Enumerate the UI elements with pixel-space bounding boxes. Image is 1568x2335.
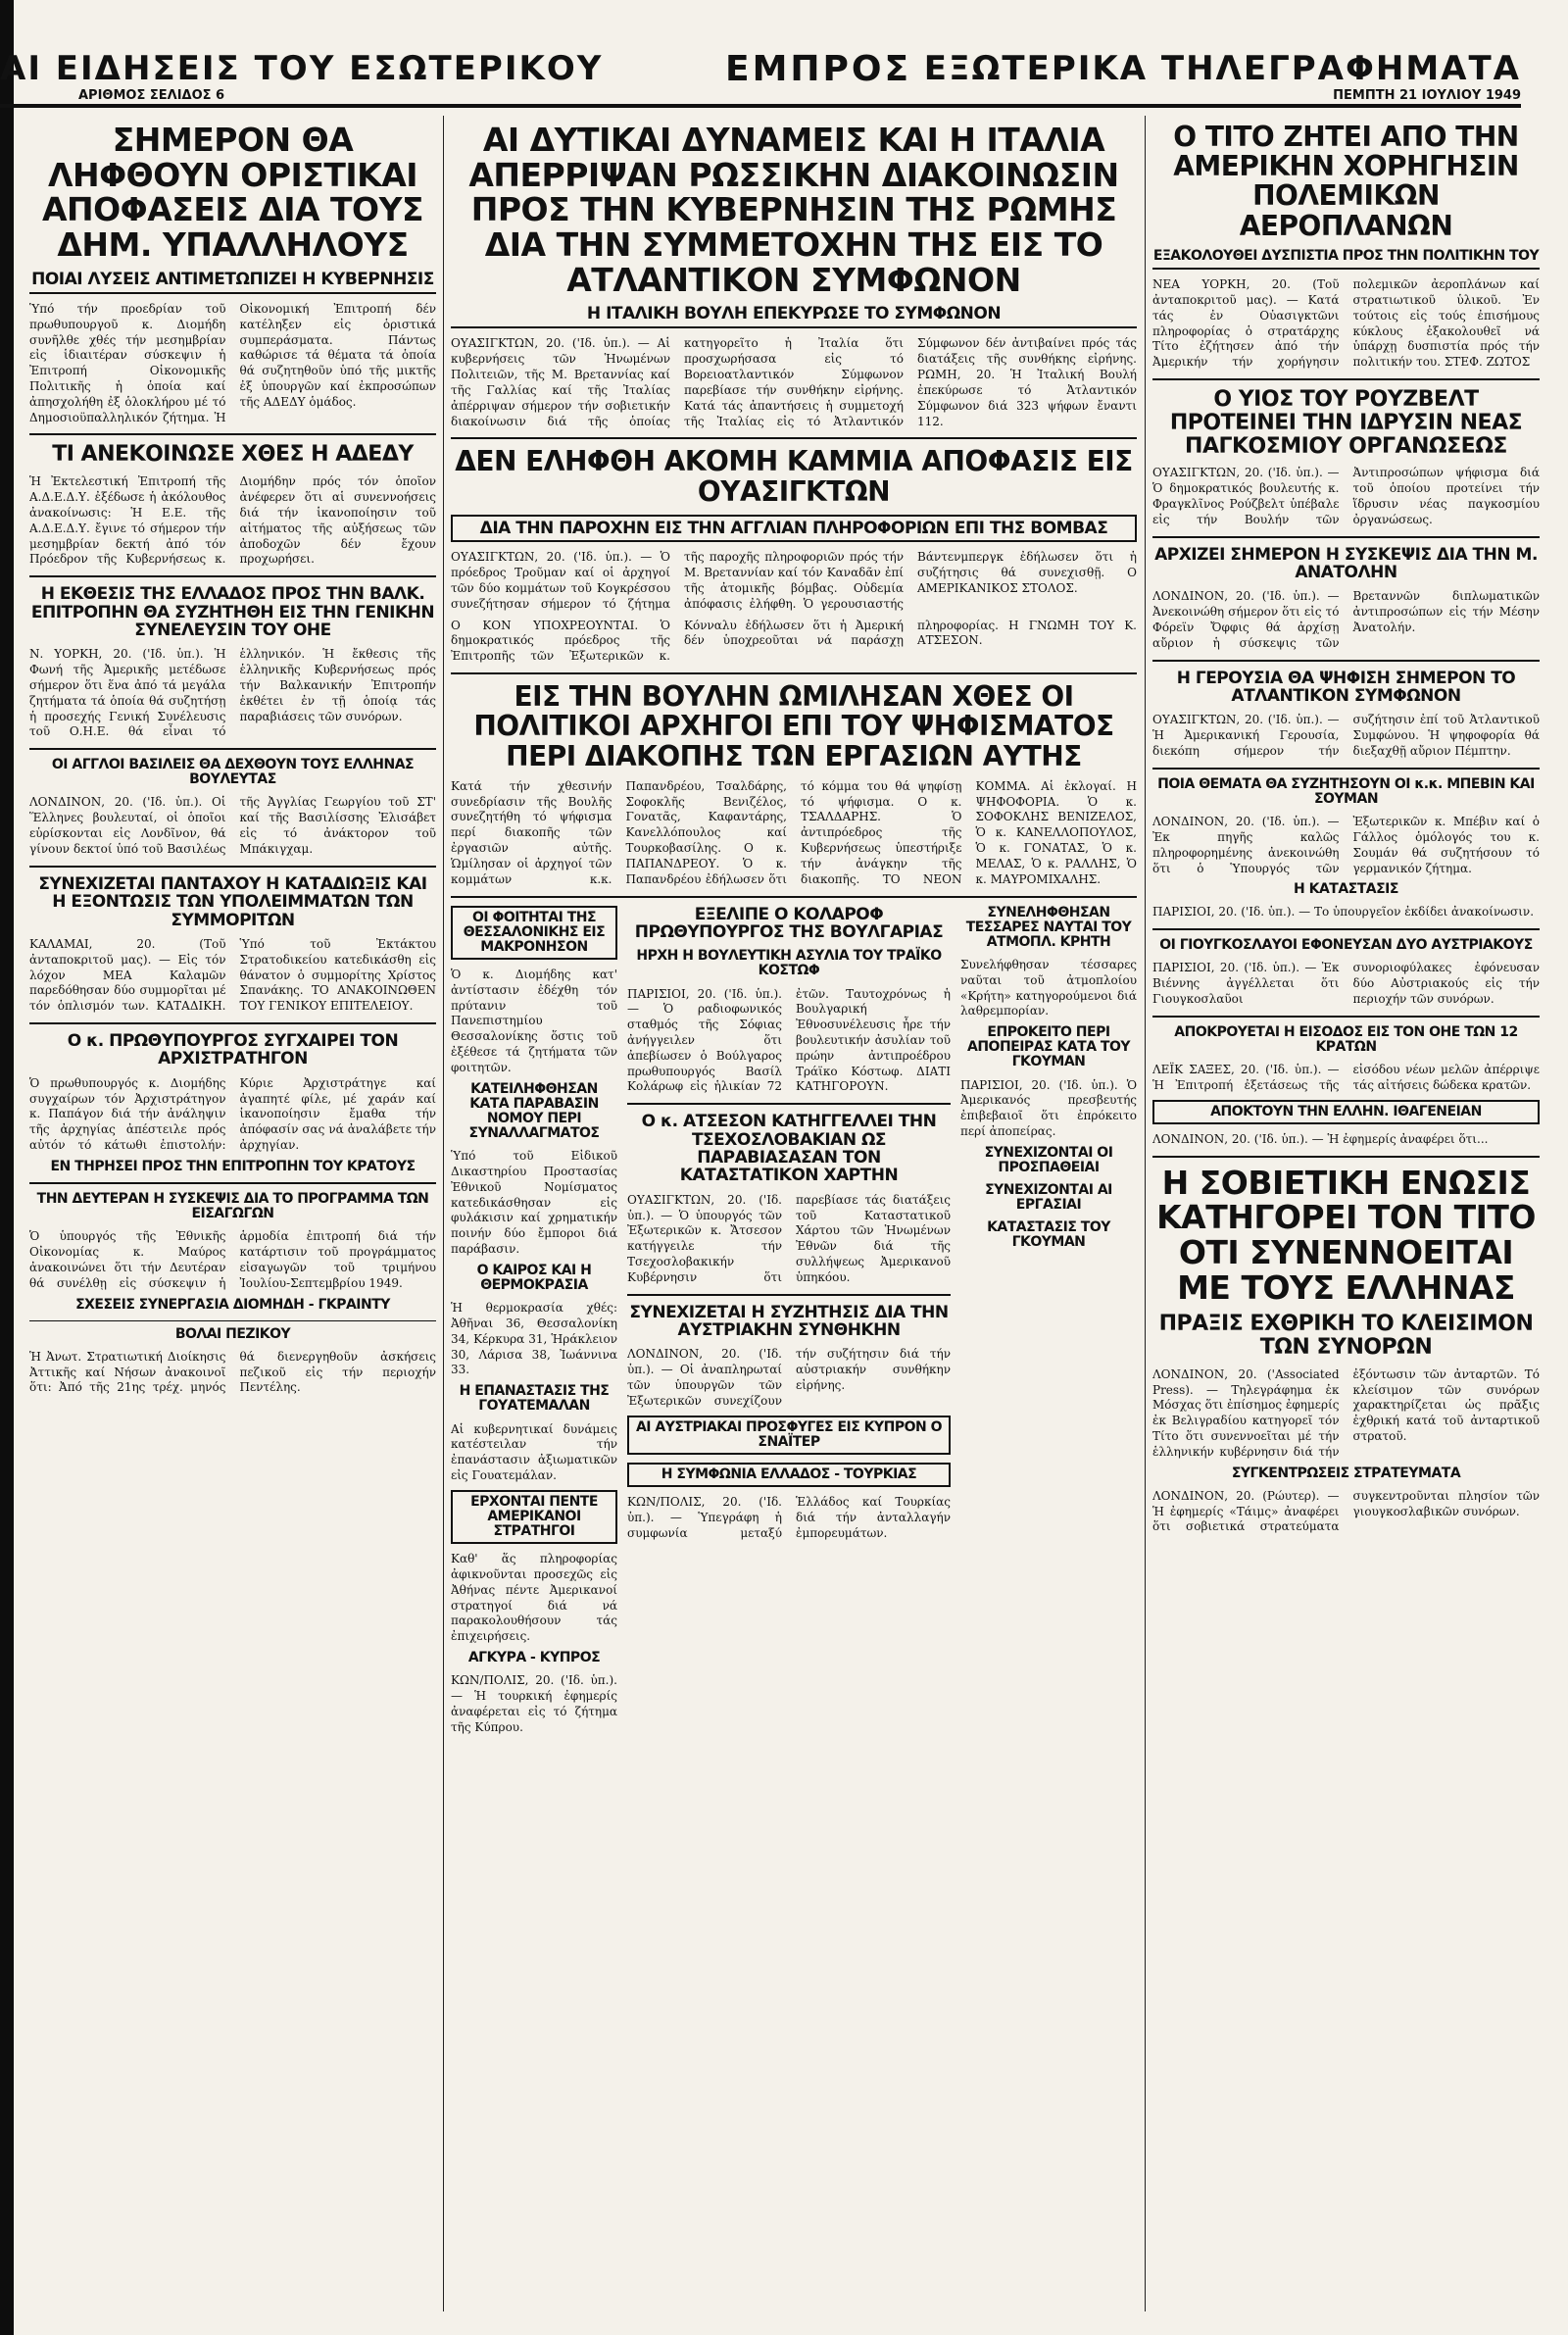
divider [451, 437, 1137, 439]
article-body: Ὑπό τήν προεδρίαν τοῦ πρωθυπουργοῦ κ. Διομήδη συνῆλθε χθές τήν μεσημβρίαν εἰς ἱδιαιτέραν σύσκεψιν ἡ Ἐπιτροπή Οἰκονομικῆς Πολιτικῆς ἡ ὁποία καί ἀπησχολήθη ἐξ ὁλοκλήρου μέ τό Δημοσιοϋπαλληλικόν ζήτημα. Ἡ Οἰκονομική Ἐπιτροπή δέν κατέληξεν εἰς ὁριστικά συμπεράσματα. Πάντως καθώρισε τά θέματα τά ὁποία θά συζητηθοῦν ὑπό τῆς μικτῆς ἐξ ὑπουργῶν καί ἐκπροσώπων τῆς ΑΔΕΔΥ ὁμάδος. [29, 301, 436, 424]
article-body: ΚΩΝ/ΠΟΛΙΣ, 20. ('Ιδ. ὑπ.). — Ὑπεγράφη ἡ συμφωνία μεταξύ Ἑλλάδος καί Τουρκίας διά τήν ἀνταλλαγήν ἐμπορευμάτων. [627, 1495, 951, 1540]
divider [29, 866, 436, 868]
column-students [451, 906, 617, 1742]
article-body: ΚΑΛΑΜΑΙ, 20. (Τοῦ ἀνταποκριτοῦ μας). — Εἰς τόν λόχον ΜΕΑ Καλαμῶν παρεδόθησαν δύο συμμορῖται μέ τόν ὁπλισμόν των. ΚΑΤΑΔΙΚΗ. Ὑπό τοῦ Ἐκτάκτου Στρατοδικείου κατεδικάσθη εἰς θάνατον ὁ συμμορίτης Χρίστος Σπανάκης. ΤΟ ΑΝΑΚΟΙΝΩΘΕΝ ΤΟΥ ΓΕΝΙΚΟΥ ΕΠΙΤΕΛΕΙΟΥ. [29, 936, 436, 1014]
divider [29, 433, 436, 435]
article-body: Κατά τήν χθεσινήν συνεδρίασιν τῆς Βουλῆς συνεζητήθη τό ψήφισμα περί διακοπῆς τῶν ἐργασιῶν αὐτῆς. Ὡμίλησαν οἱ ἀρχηγοί τῶν κομμάτων κ.κ. Παπανδρέου, Τσαλδάρης, Σοφοκλῆς Βενιζέλος, Γονατᾶς, Καφαντάρης, Κανελλόπουλος καί Τουρκοβασίλης. Ο κ. ΠΑΠΑΝΔΡΕΟΥ. Ὁ κ. Παπανδρέου ἐδήλωσεν ὅτι τό κόμμα του θά ψηφίσῃ τό ψήφισμα. Ο κ. ΤΣΑΛΔΑΡΗΣ. Ὁ ἀντιπρόεδρος τῆς Κυβερνήσεως ὑπεστήριξε τήν ἀνάγκην τῆς διακοπῆς. ΤΟ ΝΕΟΝ ΚΟΜΜΑ. Αἱ ἐκλογαί. Η ΨΗΦΟΦΟΡΙΑ. Ὁ κ. ΣΟΦΟΚΛΗΣ ΒΕΝΙΖΕΛΟΣ, Ὁ κ. ΚΑΝΕΛΛΟΠΟΥΛΟΣ, Ὁ κ. ΓΟΝΑΤΑΣ, Ὁ κ. ΜΕΛΑΣ, Ὁ κ. ΡΑΛΛΗΣ, Ὁ κ. ΜΑΥΡΟΜΙΧΑΛΗΣ. [451, 778, 1137, 886]
headline-no-decision: ΔΕΝ ΕΛΗΦΘΗ ΑΚΟΜΗ ΚΑΜΜΙΑ ΑΠΟΦΑΣΙΣ ΕΙΣ ΟΥΑΣΙΓΚΤΩΝ [455, 445, 1133, 508]
headline-bevin-schuman: ΠΟΙΑ ΘΕΜΑΤΑ ΘΑ ΣΥΖΗΤΗΣΟΥΝ ΟΙ κ.κ. ΜΠΕΒΙΝ ΚΑΙ ΣΟΥΜΑΝ [1157, 775, 1535, 807]
headline-efforts: ΣΥΝΕΧΙΖΟΝΤΑΙ ΟΙ ΠΡΟΣΠΑΘΕΙΑΙ [984, 1144, 1113, 1175]
divider [1152, 928, 1540, 930]
article-body: ΛΟΝΔΙΝΟΝ, 20. ('Ιδ. ὑπ.). — Ἐκ πηγῆς καλῶς πληροφορημένης ἀνεκοινώθη ὅτι ὁ Ὑπουργός τῶν Ἐξωτερικῶν κ. Μπέβιν καί ὁ Γάλλος ὁμόλογός του κ. Σουμάν θά συζητήσουν τό γερμανικόν ζήτημα. [1152, 815, 1540, 875]
headline-state-committee: ΕΝ ΤΗΡΗΣΕΙ ΠΡΟΣ ΤΗΝ ΕΠΙΤΡΟΠΗΝ ΤΟΥ ΚΡΑΤΟΥΣ [50, 1158, 416, 1174]
headline-assassination-attempt: ΕΠΡΟΚΕΙΤΟ ΠΕΡΙ ΑΠΟΠΕΙΡΑΣ ΚΑΤΑ ΤΟΥ ΓΚΟΥΜΑΝ [966, 1024, 1130, 1070]
headline-senate: Η ΓΕΡΟΥΣΙΑ ΘΑ ΨΗΦΙΣΗ ΣΗΜΕΡΟΝ ΤΟ ΑΤΛΑΝΤΙΚΟΝ ΣΥΜΦΩΝΟΝ [1176, 668, 1516, 706]
divider [1152, 660, 1540, 662]
headline-greece-turkey: Η ΣΥΜΦΩΝΙΑ ΕΛΛΑΔΟΣ - ΤΟΥΡΚΙΑΣ [627, 1463, 951, 1487]
headline-civil-servants: ΣΗΜΕΡΟΝ ΘΑ ΛΗΦΘΟΥΝ ΟΡΙΣΤΙΚΑΙ ΑΠΟΦΑΣΕΙΣ ΔΙΑ ΤΟΥΣ ΔΗΜ. ΥΠΑΛΛΗΛΟΥΣ [41, 123, 424, 264]
headline-pursuit: ΣΥΝΕΧΙΖΕΤΑΙ ΠΑΝΤΑΧΟΥ Η ΚΑΤΑΔΙΩΞΙΣ ΚΑΙ Η ΕΞΟΝΤΩΣΙΣ ΤΩΝ ΥΠΟΛΕΙΜΜΑΤΩΝ ΤΩΝ ΣΥΜΜΟΡΙΤΩΝ [38, 873, 427, 930]
subheadline: ΗΡΧΗ Η ΒΟΥΛΕΥΤΙΚΗ ΑΣΥΛΙΑ ΤΟΥ ΤΡΑΪΚΟ ΚΟΣΤΩΦ [636, 948, 942, 979]
page-edge-bar [0, 0, 14, 2335]
article-body: Ὁ ὑπουργός τῆς Ἐθνικῆς Οἰκονομίας κ. Μαύρος ἀνακοινώνει ὅτι τήν Δευτέραν θά συνέλθῃ εἰς σύσκεψιν ἡ ἁρμοδία ἐπιτροπή διά τήν κατάρτισιν τοῦ προγράμματος εἰσαγωγῶν τοῦ τριμήνου Ἰουλίου-Σεπτεμβρίου 1949. [29, 1229, 436, 1290]
headline-middle-east: ΑΡΧΙΖΕΙ ΣΗΜΕΡΟΝ Η ΣΥΣΚΕΨΙΣ ΔΙΑ ΤΗΝ Μ. ΑΝΑΤΟΛΗΝ [1154, 544, 1538, 582]
article-body: ΟΥΑΣΙΓΚΤΩΝ, 20. ('Ιδ. ὑπ.). — Ὁ ὑπουργός τῶν Ἐξωτερικῶν κ. Ἄτσεσον κατήγγειλε τήν Τσεχοσλοβακικήν Κυβέρνησιν ὅτι παρεβίασε τάς διατάξεις τοῦ Καταστατικοῦ Χάρτου τῶν Ἡνωμένων Ἐθνῶν διά τῆς συλλήψεως Ἀμερικανοῦ ὑπηκόου. [627, 1192, 951, 1284]
subheadline: ΠΟΙΑΙ ΛΥΣΕΙΣ ΑΝΤΙΜΕΤΩΠΙΖΕΙ Η ΚΥΒΕΡΝΗΣΙΣ [29, 271, 436, 294]
column-bulgaria [627, 906, 951, 1742]
divider [451, 672, 1137, 674]
article-body: ΛΟΝΔΙΝΟΝ, 20. ('Ιδ. ὑπ.). Οἱ Ἕλληνες βουλευταί, οἱ ὁποῖοι εὑρίσκονται εἰς Λονδῖνον, θά γίνουν δεκτοί ὑπό τοῦ Βασιλέως τῆς Ἀγγλίας Γεωργίου τοῦ ΣΤ' καί τῆς Βασιλίσσης Ἐλισάβετ εἰς τό ἀνάκτορον τοῦ Μπάκιγχαμ. [29, 795, 436, 856]
headline-imports: ΤΗΝ ΔΕΥΤΕΡΑΝ Η ΣΥΣΚΕΨΙΣ ΔΙΑ ΤΟ ΠΡΟΓΡΑΜΜΑ ΤΩΝ ΕΙΣΑΓΩΓΩΝ [36, 1190, 429, 1222]
divider [627, 1103, 951, 1105]
article-body: ΟΥΑΣΙΓΚΤΩΝ, 20. ('Ιδ. ὑπ.). — Αἱ κυβερνήσεις τῶν Ἡνωμένων Πολιτειῶν, τῆς Μ. Βρεταννίας καί τῆς Γαλλίας καί τῆς Ἰταλίας ἀπέρριψαν σήμερον τήν σοβιετικήν διακοίνωσιν διά τῆς ὁποίας κατηγορεῖτο ἡ Ἰταλία ὅτι προσχωρήσασα εἰς τό Βορειοατλαντικόν Σύμφωνον παρεβίασε τήν συνθήκην εἰρήνης. Κατά τάς ἀπαντήσεις ἡ συμμετοχή τῆς Ἰταλίας εἰς τό Ἀτλαντικόν Σύμφωνον δέν ἀντιβαίνει πρός τάς διατάξεις τῆς συνθήκης εἰρήνης. ΡΩΜΗ, 20. Ἡ Ἰταλική Βουλή ἐπεκύρωσε τό Ἀτλαντικόν Σύμφωνον διά 323 ψήφων ἔναντι 112. [451, 336, 1137, 428]
headline-currency: ΚΑΤΕΙΛΗΦΘΗΣΑΝ ΚΑΤΑ ΠΑΡΑΒΑΣΙΝ ΝΟΜΟΥ ΠΕΡΙ ΣΥΝΑΛΛΑΓΜΑΤΟΣ [468, 1080, 600, 1142]
article-body: Καθ' ἅς πληροφορίας ἀφικνοῦνται προσεχῶς εἰς Ἀθήνας πέντε Ἀμερικανοί στρατηγοί διά νά παρακολουθήσουν τάς ἐπιχειρήσεις. [451, 1552, 617, 1644]
divider [29, 1320, 436, 1321]
article-body: ΛΟΝΔΙΝΟΝ, 20. (Ρώυτερ). — Ἡ ἐφημερίς «Τάιμς» ἀναφέρει ὅτι σοβιετικά στρατεύματα συγκεντροῦνται πλησίον τῶν γιουγκοσλαβικῶν συνόρων. [1152, 1488, 1540, 1534]
article-body: Συνελήφθησαν τέσσαρες ναῦται τοῦ ἀτμοπλοίου «Κρήτη» κατηγορούμενοι διά λαθρεμπορίαν. [960, 957, 1137, 1018]
article-body: ΠΑΡΙΣΙΟΙ, 20. ('Ιδ. ὑπ.). — Ἐκ Βιέννης ἀγγέλλεται ὅτι Γιουγκοσλαῦοι συνοριοφύλακες ἐφόνευσαν δύο Αὐστριακούς εἰς τήν περιοχήν τῶν συνόρων. [1152, 961, 1540, 1007]
subheadline: ΠΡΑΞΙΣ ΕΧΘΡΙΚΗ ΤΟ ΚΛΕΙΣΙΜΟΝ ΤΩΝ ΣΥΝΟΡΩΝ [1158, 1312, 1534, 1360]
article-body: ΛΟΝΔΙΝΟΝ, 20. ('Ιδ. ὑπ.). — Ἡ ἐφημερίς ἀναφέρει ὅτι... [1152, 1131, 1489, 1146]
headline-cooperation: ΣΧΕΣΕΙΣ ΣΥΝΕΡΓΑΣΙΑ ΔΙΟΜΗΔΗ - ΓΚΡΑΙΝΤΥ [75, 1296, 390, 1313]
article-body: ΛΟΝΔΙΝΟΝ, 20. ('Ιδ. ὑπ.). — Οἱ ἀναπληρωταί τῶν ὑπουργῶν τῶν Ἐξωτερικῶν συνεχίζουν τήν συζήτησιν διά τήν αὐστριακήν συνθήκην εἰρήνης. [627, 1347, 951, 1408]
headline-kolarov: ΕΞΕΛΙΠΕ Ο ΚΟΛΑΡΟΦ ΠΡΩΘΥΠΟΥΡΓΟΣ ΤΗΣ ΒΟΥΛΓΑΡΙΑΣ [634, 904, 944, 942]
column-rule [443, 116, 444, 2311]
subheadline: Η ΙΤΑΛΙΚΗ ΒΟΥΛΗ ΕΠΕΚΥΡΩΣΕ ΤΟ ΣΥΜΦΩΝΟΝ [451, 305, 1137, 328]
article-body: Ἡ θερμοκρασία χθές: Ἀθῆναι 36, Θεσσαλονίκη 34, Κέρκυρα 31, Ἡράκλειον 30, Λάρισα 38, Ἰωάννινα 33. [451, 1301, 617, 1377]
section-title-left: ΑΙ ΕΙΔΗΣΕΙΣ ΤΟΥ ΕΣΩΤΕΡΙΚΟΥ [0, 49, 604, 88]
divider [29, 1182, 436, 1184]
article-body: ΟΥΑΣΙΓΚΤΩΝ, 20. ('Ιδ. ὑπ.). — Ὁ πρόεδρος Τροῦμαν καί οἱ ἀρχηγοί τῶν δύο κομμάτων τοῦ Κογκρέσσου συνεζήτησαν σήμερον τό ζήτημα τῆς παροχῆς πληροφοριῶν πρός τήν Μ. Βρεταννίαν καί τόν Καναδᾶν ἐπί τῆς ἀτομικῆς βόμβας. Οὐδεμία ἀπόφασις ἐλήφθη. Ὁ γερουσιαστής Βάντενμπεργκ ἐδήλωσεν ὅτι ἡ συζήτησις θά συνεχισθῇ. Ο ΑΜΕΡΙΚΑΝΙΚΟΣ ΣΤΟΛΟΣ. [451, 550, 1137, 611]
headline-balkan-report: Η ΕΚΘΕΣΙΣ ΤΗΣ ΕΛΛΑΔΟΣ ΠΡΟΣ ΤΗΝ ΒΑΛΚ. ΕΠΙΤΡΟΠΗΝ ΘΑ ΣΥΖΗΤΗΘΗ ΕΙΣ ΤΗΝ ΓΕΝΙΚΗΝ ΣΥΝΕΛΕΥΣΙΝ ΤΟΥ ΟΗΕ [30, 584, 435, 640]
headline-austria: ΣΥΝΕΧΙΖΕΤΑΙ Η ΣΥΖΗΤΗΣΙΣ ΔΙΑ ΤΗΝ ΑΥΣΤΡΙΑΚΗΝ ΣΥΝΘΗΚΗΝ [629, 1302, 949, 1341]
headline-ankara: ΑΓΚΥΡΑ - ΚΥΠΡΟΣ [467, 1650, 601, 1666]
column-rule [1145, 116, 1146, 2311]
column-middle [451, 123, 1137, 2309]
headline-adedy: ΤΙ ΑΝΕΚΟΙΝΩΣΕ ΧΘΕΣ Η ΑΔΕΔΥ [52, 442, 414, 468]
headline-yugoslavs: ΟΙ ΓΙΟΥΓΚΟΣΛΑΥΟΙ ΕΦΟΝΕΥΣΑΝ ΔΥΟ ΑΥΣΤΡΙΑΚΟΥΣ [1159, 937, 1533, 954]
headline-english-kings: ΟΙ ΑΓΓΛΟΙ ΒΑΣΙΛΕΙΣ ΘΑ ΔΕΧΘΟΥΝ ΤΟΥΣ ΕΛΛΗΝΑΣ ΒΟΥΛΕΥΤΑΣ [51, 757, 415, 788]
subheadline: ΕΞΑΚΟΛΟΥΘΕΙ ΔΥΣΠΙΣΤΙΑ ΠΡΟΣ ΤΗΝ ΠΟΛΙΤΙΚΗΝ ΤΟΥ [1152, 249, 1540, 270]
article-body: Αἱ κυβερνητικαί δυνάμεις κατέστειλαν τήν ἐπανάστασιν ἀξιωματικῶν εἰς Γουατεμάλαν. [451, 1421, 617, 1482]
page-number: ΑΡΙΘΜΟΣ ΣΕΛΙΔΟΣ 6 [78, 88, 225, 103]
headline-parliament: ΕΙΣ ΤΗΝ ΒΟΥΛΗΝ ΩΜΙΛΗΣΑΝ ΧΘΕΣ ΟΙ ΠΟΛΙΤΙΚΟΙ ΑΡΧΗΓΟΙ ΕΠΙ ΤΟΥ ΨΗΦΙΣΜΑΤΟΣ ΠΕΡΙ ΔΙΑΚΟΠΗΣ ΤΩΝ ΕΡΓΑΣΙΩΝ ΑΥΤΗΣ [473, 680, 1114, 772]
masthead-rule [0, 104, 1521, 108]
article-body: Ὁ πρωθυπουργός κ. Διομήδης συγχαίρων τόν Ἀρχιστράτηγον κ. Παπάγον διά τήν ἀνάληψιν τῆς ἀρχηγίας ἀπέστειλε πρός αὐτόν τό κάτωθι ἐπιστολήν: Κύριε Ἀρχιστράτηγε καί ἀγαπητέ φίλε, μέ χαράν καί ἱκανοποίησιν ἔμαθα τήν ἀπόφασίν σας νά ἀναλάβετε τήν ἀρχηγίαν. [29, 1075, 436, 1153]
article-body: ΟΥΑΣΙΓΚΤΩΝ, 20. ('Ιδ. ὑπ.). — Ὁ δημοκρατικός βουλευτής κ. Φραγκλῖνος Ρούζβελτ ὑπέβαλε εἰς τήν Βουλήν τῶν Ἀντιπροσώπων ψήφισμα διά τοῦ ὁποίου προτείνει τήν ἵδρυσιν νέας παγκοσμίου ὀργανώσεως. [1152, 466, 1540, 526]
headline-infantry: ΒΟΛΑΙ ΠΕΖΙΚΟΥ [174, 1325, 291, 1342]
divider [1152, 768, 1540, 770]
headline-troops: ΣΥΓΚΕΝΤΡΩΣΕΙΣ ΣΤΡΑΤΕΥΜΑΤΑ [1231, 1465, 1461, 1481]
headline-roosevelt: Ο ΥΙΟΣ ΤΟΥ ΡΟΥΖΒΕΛΤ ΠΡΟΤΕΙΝΕΙ ΤΗΝ ΙΔΡΥΣΙΝ ΝΕΑΣ ΠΑΓΚΟΣΜΙΟΥ ΟΡΓΑΝΩΣΕΩΣ [1169, 387, 1523, 459]
headline-pm-congratulates: Ο κ. ΠΡΩΘΥΠΟΥΡΓΟΣ ΣΥΓΧΑΙΡΕΙ ΤΟΝ ΑΡΧΙΣΤΡΑΤΗΓΟΝ [67, 1031, 399, 1069]
divider [29, 575, 436, 577]
article-body: ΝΕΑ ΥΟΡΚΗ, 20. (Τοῦ ἀνταποκριτοῦ μας). — Κατά τάς ἐν Οὐασιγκτῶνι πληροφορίας ὁ στρατάρχης Τίτο ἐζήτησεν ἀπό τήν Ἀμερικήν τήν χορήγησιν πολεμικῶν ἀεροπλάνων καί στρατιωτικοῦ ὑλικοῦ. Ἐν τούτοις εἰς τούς ἐπισήμους κύκλους ἐξακολουθεῖ νά ὑπάρχῃ δυσπιστία πρός τήν πολιτικήν του. ΣΤΕΦ. ΖΩΤΟΣ [1152, 277, 1540, 370]
article-body: Ὑπό τοῦ Εἰδικοῦ Δικαστηρίου Προστασίας Ἐθνικοῦ Νομίσματος κατεδικάσθησαν εἰς φυλάκισιν καί χρηματικήν ποινήν δύο ἔμποροι διά παράβασιν. [451, 1149, 617, 1257]
divider [1152, 536, 1540, 538]
column-left [29, 123, 436, 2309]
issue-date: ΠΕΜΠΤΗ 21 ΙΟΥΛΙΟΥ 1949 [1333, 88, 1521, 103]
headline-guman: ΚΑΤΑΣΤΑΣΙΣ ΤΟΥ ΓΚΟΥΜΑΝ [987, 1219, 1110, 1251]
article-body: ΟΥΑΣΙΓΚΤΩΝ, 20. ('Ιδ. ὑπ.). — Ἡ Ἀμερικανική Γερουσία, διεκόπη σήμερον τήν συζήτησιν ἐπί τοῦ Ἀτλαντικοῦ Συμφώνου. Ἡ ψηφοφορία θά διεξαχθῇ αὔριον Πέμπτην. [1152, 713, 1540, 758]
article-body: ΠΑΡΙΣΙΟΙ, 20. ('Ιδ. ὑπ.). — Ὁ ραδιοφωνικός σταθμός τῆς Σόφιας ἀνήγγειλεν ὅτι ἀπεβίωσεν ὁ Βούλγαρος πρωθυπουργός Βασίλ Κολάρωφ εἰς ἡλικίαν 72 ἐτῶν. Ταυτοχρόνως ἡ Βουλγαρική Ἐθνοσυνέλευσις ἦρε τήν βουλευτικήν ἀσυλίαν τοῦ πρώην ἀντιπροέδρου Τράϊκο Κόστωφ. ΔΙΑΤΙ ΚΑΤΗΓΟΡΟΥΝ. [627, 986, 951, 1094]
headline-generals: ΕΡΧΟΝΤΑΙ ΠΕΝΤΕ ΑΜΕΡΙΚΑΝΟΙ ΣΤΡΑΤΗΓΟΙ [451, 1490, 617, 1544]
article-body: ΛΟΝΔΙΝΟΝ, 20. ('Ιδ. ὑπ.). — Ἀνεκοινώθη σήμερον ὅτι εἰς τό Φόρεϊν Ὄφφις θά ἀρχίσῃ αὔριον ἡ σύσκεψις τῶν Βρεταννῶν διπλωματικῶν ἀντιπροσώπων εἰς τήν Μέσην Ἀνατολήν. [1152, 589, 1540, 650]
column-right [1152, 123, 1540, 2309]
article-body: ΠΑΡΙΣΙΟΙ, 20. ('Ιδ. ὑπ.). Ὁ Ἀμερικανός πρεσβευτής ἐπιβεβαιοῖ ὅτι ἐπρόκειτο περί ἀποπείρας. [960, 1077, 1137, 1139]
divider [29, 748, 436, 750]
article-body: Ἡ Ἐκτελεστική Ἐπιτροπή τῆς Α.Δ.Ε.Δ.Υ. ἐξέδωσε ἡ ἀκόλουθος ἀνακοίνωσις: Ἡ Ε.Ε. τῆς Α.Δ.Ε.Δ.Υ. ἔγινε τό σήμερον τήν μεσημβρίαν δεκτή ἀπό τόν Πρόεδρον τῆς Κυβερνήσεως κ. Διομήδην πρός τόν ὁποῖον ἀνέφερεν ὅτι αἱ συνεννοήσεις διά τήν ἱκανοποίησιν τοῦ αἰτήματος τῆς αὐξήσεως τῶν ἀποδοχῶν δέν ἔχουν προχωρήσει. [29, 474, 436, 567]
headline-un-entry: ΑΠΟΚΡΟΥΕΤΑΙ Η ΕΙΣΟΔΟΣ ΕΙΣ ΤΟΝ ΟΗΕ ΤΩΝ 12 ΚΡΑΤΩΝ [1174, 1023, 1518, 1055]
article-body: ΛΕΪΚ ΣΑΞΕΣ, 20. ('Ιδ. ὑπ.). — Ἡ Ἐπιτροπή ἐξετάσεως τῆς εἰσόδου νέων μελῶν ἀπέρριψε τάς αἰτήσεις δώδεκα κρατῶν. [1152, 1063, 1540, 1092]
divider [29, 1022, 436, 1024]
divider [627, 1294, 951, 1296]
headline-weather: Ο ΚΑΙΡΟΣ ΚΑΙ Η ΘΕΡΜΟΚΡΑΣΙΑ [476, 1262, 592, 1294]
article-body: Ο ΚΟΝ ΥΠΟΧΡΕΟΥΝΤΑΙ. Ὁ δημοκρατικός πρόεδρος τῆς Ἐπιτροπῆς τῶν Ἐξωτερικῶν κ. Κόνναλυ ἐδήλωσεν ὅτι ἡ Ἀμερική δέν ὑποχρεοῦται νά παράσχῃ πληροφορίας. Η ΓΝΩΜΗ ΤΟΥ Κ. ΑΤΣΕΣΟΝ. [451, 618, 1137, 664]
headline-acheson: Ο κ. ΑΤΣΕΣΟΝ ΚΑΤΗΓΓΕΛΛΕΙ ΤΗΝ ΤΣΕΧΟΣΛΟΒΑΚΙΑΝ ΩΣ ΠΑΡΑΒΙΑΣΑΣΑΝ ΤΟΝ ΚΑΤΑΣΤΑΤΙΚΟΝ ΧΑΡΤΗΝ [641, 1112, 937, 1186]
headline-soviet-tito: Η ΣΟΒΙΕΤΙΚΗ ΕΝΩΣΙΣ ΚΑΤΗΓΟΡΕΙ ΤΟΝ ΤΙΤΟ ΟΤΙ ΣΥΝΕΝΝΟΕΙΤΑΙ ΜΕ ΤΟΥΣ ΕΛΛΗΝΑΣ [1156, 1163, 1536, 1307]
headline-cyprus: ΑΙ ΑΥΣΤΡΙΑΚΑΙ ΠΡΟΣΦΥΓΕΣ ΕΙΣ ΚΥΠΡΟΝ Ο ΣΝΑΪΤΕΡ [627, 1416, 951, 1455]
headline-tito-planes: Ο ΤΙΤΟ ΖΗΤΕΙ ΑΠΟ ΤΗΝ ΑΜΕΡΙΚΗΝ ΧΟΡΗΓΗΣΙΝ ΠΟΛΕΜΙΚΩΝ ΑΕΡΟΠΛΑΝΩΝ [1173, 123, 1519, 242]
divider [1152, 378, 1540, 380]
headline-guatemala: Η ΕΠΑΝΑΣΤΑΣΙΣ ΤΗΣ ΓΟΥΑΤΕΜΑΛΑΝ [459, 1383, 610, 1415]
newspaper-name: ΕΜΠΡΟΣ [725, 49, 912, 89]
article-body: Ν. ΥΟΡΚΗ, 20. ('Ιδ. ὑπ.). Ἡ Φωνή τῆς Ἀμερικῆς μετέδωσε σήμερον ὅτι ἕνα ἀπό τά μεγάλα ζητήματα τά ὁποία θά συζητήσῃ ἡ προσεχής Γενική Συνέλευσις τοῦ Ο.Η.Ε. θά εἶναι τό ἑλληνικόν. Ἡ ἔκθεσις τῆς ἑλληνικῆς Κυβερνήσεως πρός τήν Βαλκανικήν Ἐπιτροπήν ἐκθέτει ἐν τῇ ὁποίᾳ τάς παραβιάσεις τῶν συνόρων. [29, 647, 436, 739]
article-body: ΚΩΝ/ΠΟΛΙΣ, 20. ('Ιδ. ὑπ.). — Ἡ τουρκική ἐφημερίς ἀναφέρεται εἰς τό ζήτημα τῆς Κύπρου. [451, 1673, 617, 1734]
headline-situation: Η ΚΑΤΑΣΤΑΣΙΣ [1294, 881, 1398, 898]
article-body: Ἡ Ἀνωτ. Στρατιωτική Διοίκησις Ἀττικῆς καί Νήσων ἀνακοινοῖ ὅτι: Ἀπό τῆς 21ης τρέχ. μηνός θά διενεργηθοῦν ἀσκήσεις πεζικοῦ εἰς τήν περιοχήν Πεντέλης. [29, 1349, 436, 1395]
section-title-right: ΕΞΩΤΕΡΙΚΑ ΤΗΛΕΓΡΑΦΗΜΑΤΑ [923, 49, 1521, 88]
divider [1152, 1016, 1540, 1018]
article-body: Ὁ κ. Διομήδης κατ' ἀντίστασιν ἐδέχθη τόν πρύτανιν τοῦ Πανεπιστημίου Θεσσαλονίκης ὅστις τοῦ ἐξέθεσε τά ζητήματα τῶν φοιτητῶν. [451, 967, 617, 1074]
headline-sailors: ΣΥΝΕΛΗΦΘΗΣΑΝ ΤΕΣΣΑΡΕΣ ΝΑΥΤΑΙ ΤΟΥ ΑΤΜΟΠΛ. ΚΡΗΤΗ [965, 904, 1132, 950]
divider [451, 896, 1137, 898]
lower-middle-grid [451, 906, 1137, 1742]
headline-works: ΣΥΝΕΧΙΖΟΝΤΑΙ ΑΙ ΕΡΓΑΣΙΑΙ [985, 1182, 1112, 1214]
divider [1152, 1156, 1540, 1158]
headline-atlantic-pact: ΑΙ ΔΥΤΙΚΑΙ ΔΥΝΑΜΕΙΣ ΚΑΙ Η ΙΤΑΛΙΑ ΑΠΕΡΡΙΨΑΝ ΡΩΣΣΙΚΗΝ ΔΙΑΚΟΙΝΩΣΙΝ ΠΡΟΣ ΤΗΝ ΚΥΒΕΡΝΗΣΙΝ ΤΗΣ ΡΩΜΗΣ ΔΙΑ ΤΗΝ ΣΥΜΜΕΤΟΧΗΝ ΤΗΣ ΕΙΣ ΤΟ ΑΤΛΑΝΤΙΚΟΝ ΣΥΜΦΩΝΟΝ [468, 123, 1119, 299]
article-body: ΠΑΡΙΣΙΟΙ, 20. ('Ιδ. ὑπ.). — Το ὑπουργεῖον ἐκδίδει ἀνακοίνωσιν. [1152, 905, 1535, 919]
article-body: ΛΟΝΔΙΝΟΝ, 20. ('Associated Press). — Τηλεγράφημα ἐκ Μόσχας ὅτι ἐπίσημος ἐφημερίς ἐκ Βελιγραδίου κατηγορεῖ τόν Τίτο ὅτι συνεννοεῖται μέ τήν ἑλληνικήν κυβέρνησιν διά τήν ἐξόντωσιν τῶν ἀνταρτῶν. Τό κλείσιμον τῶν συνόρων χαρακτηρίζεται ὡς πρᾶξις ἐχθρική κατά τοῦ ἀνταρτικοῦ στρατοῦ. [1152, 1366, 1540, 1459]
headline-citizenship: ΑΠΟΚΤΟΥΝ ΤΗΝ ΕΛΛΗΝ. ΙΘΑΓΕΝΕΙΑΝ [1152, 1100, 1540, 1124]
column-sailors [960, 906, 1137, 1742]
headline-students: ΟΙ ΦΟΙΤΗΤΑΙ ΤΗΣ ΘΕΣΣΑΛΟΝΙΚΗΣ ΕΙΣ ΜΑΚΡΟΝΗΣΟΝ [451, 906, 617, 960]
subheadline: ΔΙΑ ΤΗΝ ΠΑΡΟΧΗΝ ΕΙΣ ΤΗΝ ΑΓΓΛΙΑΝ ΠΛΗΡΟΦΟΡΙΩΝ ΕΠΙ ΤΗΣ ΒΟΜΒΑΣ [451, 515, 1137, 542]
